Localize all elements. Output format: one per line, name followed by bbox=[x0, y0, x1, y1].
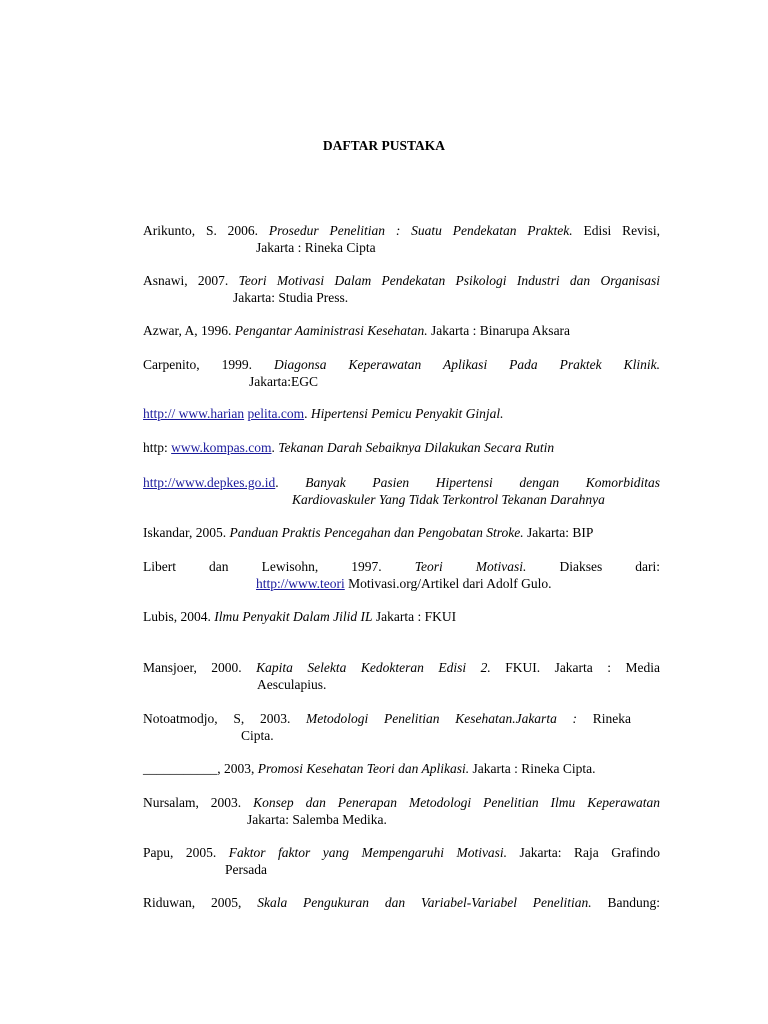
reference-entry-carpenito bbox=[143, 356, 660, 390]
reference-continuation: Jakarta:EGC bbox=[249, 374, 318, 389]
reference-publisher: FKUI. Jakarta : Media bbox=[490, 660, 660, 675]
reference-entry-asnawi bbox=[143, 272, 660, 306]
reference-link[interactable]: http:// www.harian bbox=[143, 406, 245, 421]
reference-author: Mansjoer, 2000. bbox=[143, 660, 257, 675]
reference-continuation-text: Motivasi.org/Artikel dari Adolf Gulo. bbox=[344, 576, 552, 591]
reference-line bbox=[143, 558, 660, 575]
reference-link[interactable]: http://www.depkes.go.id bbox=[143, 475, 276, 490]
reference-publisher: Edisi Revisi, bbox=[572, 223, 660, 238]
reference-line bbox=[143, 524, 660, 541]
reference-line bbox=[143, 272, 660, 289]
reference-author: Iskandar, 2005. bbox=[143, 525, 230, 540]
reference-publisher: Diakses dari: bbox=[526, 559, 660, 574]
reference-publisher: Jakarta : Rineka Cipta. bbox=[469, 761, 596, 776]
reference-title: Panduan Praktis Pencegahan dan Pengobatan Stroke. bbox=[229, 525, 524, 540]
reference-publisher: Jakarta: Raja Grafindo bbox=[507, 845, 660, 860]
reference-line bbox=[143, 760, 660, 777]
reference-line bbox=[143, 894, 660, 911]
reference-title: Diagonsa Keperawatan Aplikasi Pada Praktek Klinik. bbox=[273, 357, 660, 372]
reference-title: Teori Motivasi. bbox=[414, 559, 527, 574]
reference-entry-kompas bbox=[143, 439, 660, 456]
reference-publisher: Jakarta : FKUI bbox=[372, 609, 457, 624]
reference-title: Banyak Pasien Hipertensi dengan Komorbiditas bbox=[305, 475, 660, 490]
reference-title: Metodologi Penelitian Kesehatan.Jakarta : bbox=[306, 711, 578, 726]
reference-publisher: Jakarta : Binarupa Aksara bbox=[427, 323, 571, 338]
reference-title: Kapita Selekta Kedokteran Edisi 2. bbox=[256, 660, 491, 675]
reference-link[interactable]: http://www.teori bbox=[256, 576, 345, 591]
reference-entry-libert bbox=[143, 558, 660, 592]
reference-entry-riduwan bbox=[143, 894, 660, 911]
reference-line bbox=[143, 794, 660, 811]
reference-prefix: http: bbox=[143, 440, 172, 455]
reference-title: Pengantar Aaministrasi Kesehatan. bbox=[234, 323, 428, 338]
reference-author: Asnawi, 2007. bbox=[143, 273, 239, 288]
reference-entry-notoatmodjo bbox=[143, 710, 631, 744]
reference-line bbox=[143, 710, 631, 727]
reference-publisher: Jakarta: BIP bbox=[523, 525, 594, 540]
reference-author: ___________, 2003, bbox=[143, 761, 258, 776]
reference-entry-papu bbox=[143, 844, 660, 878]
reference-continuation: Cipta. bbox=[241, 728, 274, 743]
reference-link[interactable]: pelita.com bbox=[247, 406, 305, 421]
reference-title: Ilmu Penyakit Dalam Jilid IL bbox=[214, 609, 373, 624]
reference-continuation: Aesculapius. bbox=[257, 677, 327, 692]
reference-line bbox=[143, 439, 660, 456]
reference-line bbox=[143, 844, 660, 861]
reference-entry-lubis bbox=[143, 608, 660, 625]
reference-line bbox=[143, 659, 660, 676]
reference-title: Teori Motivasi Dalam Pendekatan Psikologi Industri dan Organisasi bbox=[238, 273, 660, 288]
reference-title: Prosedur Penelitian : Suatu Pendekatan Praktek. bbox=[268, 223, 573, 238]
reference-continuation: Jakarta: Salemba Medika. bbox=[247, 812, 387, 827]
reference-line bbox=[143, 222, 660, 239]
reference-line bbox=[143, 322, 660, 339]
reference-continuation: Jakarta: Studia Press. bbox=[233, 290, 349, 305]
reference-line bbox=[143, 405, 660, 422]
reference-entry-notoatmodjo-2 bbox=[143, 760, 660, 777]
reference-link[interactable]: www.kompas.com bbox=[171, 440, 272, 455]
reference-publisher: Bandung: bbox=[591, 895, 661, 910]
reference-author: Notoatmodjo, S, 2003. bbox=[143, 711, 307, 726]
reference-author: Azwar, A, 1996. bbox=[143, 323, 235, 338]
reference-author: Riduwan, 2005, bbox=[143, 895, 258, 910]
reference-continuation: Kardiovaskuler Yang Tidak Terkontrol Tekanan Darahnya bbox=[292, 492, 605, 507]
reference-entry-arikunto bbox=[143, 222, 660, 256]
reference-author: Lubis, 2004. bbox=[143, 609, 215, 624]
reference-author: Carpenito, 1999. bbox=[143, 357, 274, 372]
reference-title: Konsep dan Penerapan Metodologi Penelitian Ilmu Keperawatan bbox=[253, 795, 660, 810]
reference-continuation: Persada bbox=[225, 862, 267, 877]
reference-title: Promosi Kesehatan Teori dan Aplikasi. bbox=[257, 761, 470, 776]
reference-publisher: Rineka bbox=[577, 711, 631, 726]
reference-separator: . bbox=[304, 406, 311, 421]
reference-entry-nursalam bbox=[143, 794, 660, 828]
reference-title: Hipertensi Pemicu Penyakit Ginjal. bbox=[310, 406, 504, 421]
reference-line bbox=[143, 474, 660, 491]
reference-continuation bbox=[143, 575, 660, 592]
reference-line bbox=[143, 356, 660, 373]
reference-line bbox=[143, 608, 660, 625]
reference-separator: . bbox=[275, 475, 306, 490]
reference-entry-mansjoer bbox=[143, 659, 660, 693]
reference-author: Arikunto, S. 2006. bbox=[143, 223, 269, 238]
reference-author: Papu, 2005. bbox=[143, 845, 229, 860]
reference-continuation: Jakarta : Rineka Cipta bbox=[256, 240, 376, 255]
reference-title: Skala Pengukuran dan Variabel-Variabel Penelitian. bbox=[257, 895, 592, 910]
reference-entry-iskandar bbox=[143, 524, 660, 541]
reference-entry-depkes bbox=[143, 474, 660, 508]
page-title: DAFTAR PUSTAKA bbox=[322, 138, 446, 153]
reference-author: Nursalam, 2003. bbox=[143, 795, 254, 810]
reference-title: Faktor faktor yang Mempengaruhi Motivasi. bbox=[228, 845, 508, 860]
reference-author: Libert dan Lewisohn, 1997. bbox=[143, 559, 415, 574]
reference-title: Tekanan Darah Sebaiknya Dilakukan Secara Rutin bbox=[278, 440, 555, 455]
reference-entry-harian-pelita bbox=[143, 405, 660, 422]
reference-entry-azwar bbox=[143, 322, 660, 339]
reference-separator: . bbox=[271, 440, 279, 455]
